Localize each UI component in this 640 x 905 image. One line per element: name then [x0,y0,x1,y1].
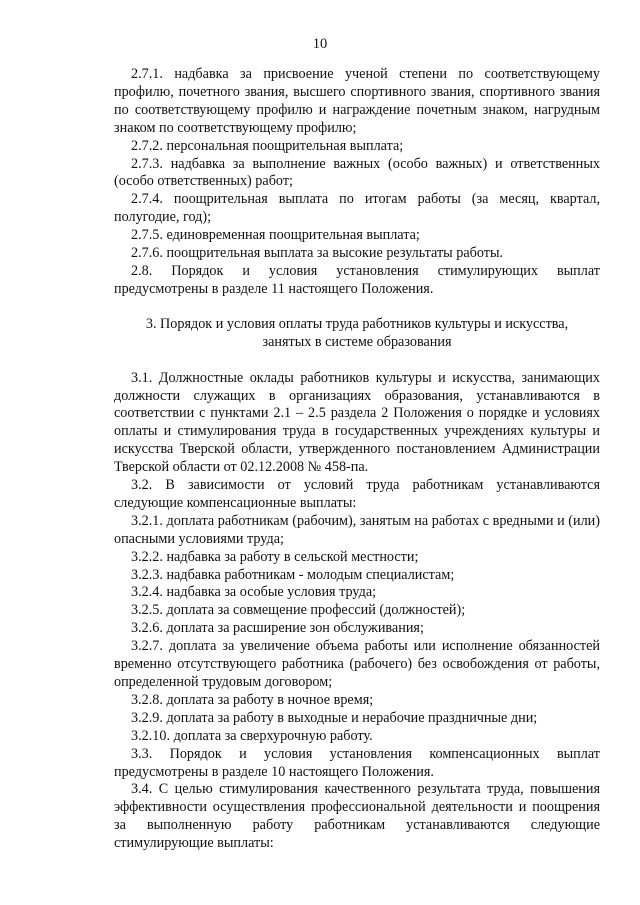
paragraph-3-2-10: 3.2.10. доплата за сверхурочную работу. [131,727,373,744]
paragraph-3-2-7: 3.2.7. доплата за увеличение объема работы или исполнение обязанностей временно отсутствующего работника (рабочего) без освобождения от работы, определенной трудовым договором; [114,638,600,690]
paragraph-2-7-6: 2.7.6. поощрительная выплата за высокие результаты работы. [131,245,504,262]
paragraph-3-2-4: 3.2.4. надбавка за особые условия труда; [131,584,377,601]
paragraph-3-2-8: 3.2.8. доплата за работу в ночное время; [131,691,374,708]
document-body [114,66,600,853]
paragraph-2-8: 2.8. Порядок и условия установления стимулирующих выплат предусмотрены в разделе 11 настоящего Положения. [114,262,600,297]
paragraph-3-1: 3.1. Должностные оклады работников культуры и искусства, занимающих должности служащих в организациях образования, устанавливаются в соответствии с пунктами 2.1 – 2.5 раздела 2 Положения о порядке и условиях оплаты и стимулирования труда в государственных учреждениях культуры и искусства Тверской области, утвержденного постановлением Администрации Тверской области от 02.12.2008 № 458-па. [114,369,600,476]
paragraph-3-2-6: 3.2.6. доплата за расширение зон обслуживания; [131,620,424,637]
paragraph-3-3: 3.3. Порядок и условия установления компенсационных выплат предусмотрены в разделе 10 настоящего Положения. [114,745,600,780]
section-3-heading: 3. Порядок и условия оплаты труда работников культуры и искусства, занятых в системе образования [145,315,569,350]
paragraph-2-7-2: 2.7.2. персональная поощрительная выплата; [131,137,404,154]
paragraph-3-2-3: 3.2.3. надбавка работникам - молодым специалистам; [131,566,455,583]
paragraph-2-7-3: 2.7.3. надбавка за выполнение важных (особо важных) и ответственных (особо ответственных) работ; [114,155,600,190]
paragraph-2-7-4: 2.7.4. поощрительная выплата по итогам работы (за месяц, квартал, полугодие, год); [114,191,600,226]
paragraph-3-2-2: 3.2.2. надбавка за работу в сельской местности; [131,548,419,565]
paragraph-3-2-1: 3.2.1. доплата работникам (рабочим), занятым на работах с вредными и (или) опасными условиями труда; [114,512,600,547]
paragraph-2-7-1: 2.7.1. надбавка за присвоение ученой степени по соответствующему профилю, почетного звания, высшего спортивного звания, спортивного звания по соответствующему профилю и награждение почетным знаком, нагрудным знаком по соответствующему профилю; [114,66,600,136]
paragraph-3-2-5: 3.2.5. доплата за совмещение профессий (должностей); [131,602,466,619]
paragraph-2-7-5: 2.7.5. единовременная поощрительная выплата; [131,227,420,244]
paragraph-3-2: 3.2. В зависимости от условий труда работникам устанавливаются следующие компенсационные выплаты: [114,477,600,511]
paragraph-3-2-9: 3.2.9. доплата за работу в выходные и нерабочие праздничные дни; [131,709,538,726]
page-number: 10 [312,36,328,52]
paragraph-3-4: 3.4. С целью стимулирования качественного результата труда, повышения эффективности осуществления профессиональной деятельности и поощрения за выполненную работу работникам устанавливаются следующие стимулирующие выплаты: [114,781,600,852]
